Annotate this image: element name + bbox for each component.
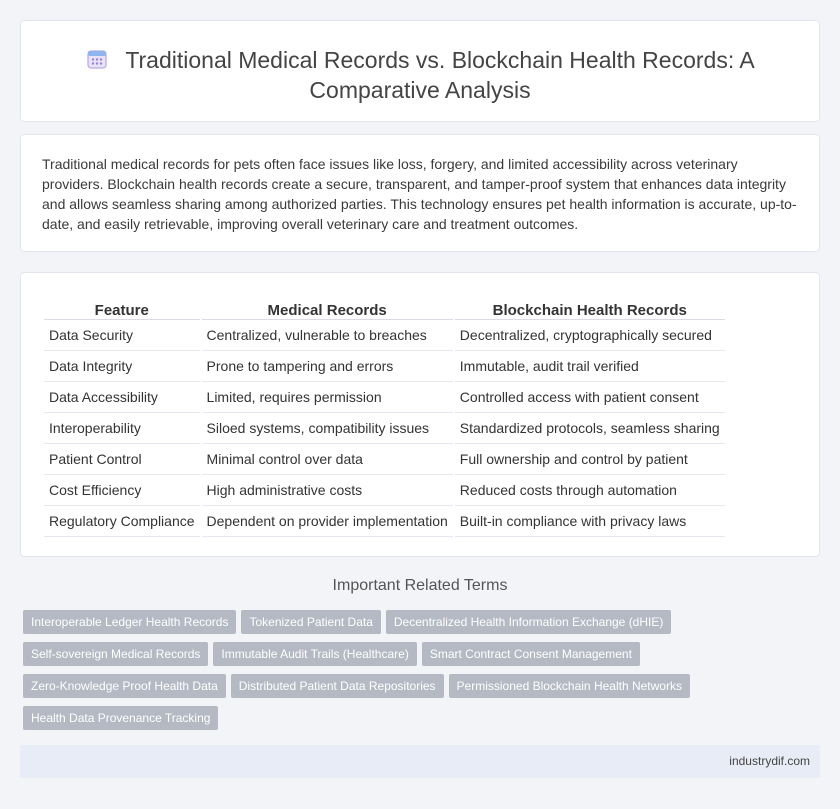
blockchain-records-cell: Controlled access with patient consent bbox=[455, 382, 725, 413]
blockchain-records-cell: Decentralized, cryptographically secured bbox=[455, 320, 725, 351]
feature-cell: Regulatory Compliance bbox=[44, 506, 200, 537]
table-row bbox=[44, 320, 725, 351]
blockchain-records-cell: Standardized protocols, seamless sharing bbox=[455, 413, 725, 444]
related-term-tag[interactable]: Tokenized Patient Data bbox=[241, 610, 380, 634]
footer-bar bbox=[20, 745, 820, 778]
column-header-feature: Feature bbox=[44, 296, 200, 320]
title-text: Traditional Medical Records vs. Blockchain Health Records: A Comparative Analysis bbox=[125, 47, 755, 103]
table-row bbox=[44, 506, 725, 537]
calendar-icon bbox=[85, 47, 109, 71]
site-credit[interactable]: industrydif.com bbox=[729, 754, 810, 768]
medical-records-cell: High administrative costs bbox=[202, 475, 453, 506]
related-term-tag[interactable]: Permissioned Blockchain Health Networks bbox=[449, 674, 690, 698]
table-row bbox=[44, 351, 725, 382]
related-term-tag[interactable]: Distributed Patient Data Repositories bbox=[231, 674, 444, 698]
medical-records-cell: Siloed systems, compatibility issues bbox=[202, 413, 453, 444]
blockchain-records-cell: Built-in compliance with privacy laws bbox=[455, 506, 725, 537]
intro-paragraph: Traditional medical records for pets often face issues like loss, forgery, and limited accessibility across veterinary providers. Blockchain health records create a secure, transparent, and tamper-proof system that enhances data integrity and allows seamless sharing among authorized parties. This technology ensures pet health information is accurate, up-to-date, and easily retrievable, improving overall veterinary care and treatment outcomes. bbox=[42, 156, 797, 232]
feature-cell: Interoperability bbox=[44, 413, 200, 444]
column-header-medical-records: Medical Records bbox=[202, 296, 453, 320]
feature-cell: Data Accessibility bbox=[44, 382, 200, 413]
feature-cell: Patient Control bbox=[44, 444, 200, 475]
medical-records-cell: Dependent on provider implementation bbox=[202, 506, 453, 537]
feature-cell: Data Integrity bbox=[44, 351, 200, 382]
table-header-row bbox=[44, 296, 725, 320]
feature-cell: Cost Efficiency bbox=[44, 475, 200, 506]
related-term-tag[interactable]: Decentralized Health Information Exchange (dHIE) bbox=[386, 610, 671, 634]
tag-row bbox=[23, 706, 703, 738]
related-term-tag[interactable]: Immutable Audit Trails (Healthcare) bbox=[213, 642, 416, 666]
related-terms-heading: Important Related Terms bbox=[332, 577, 508, 594]
blockchain-records-cell: Reduced costs through automation bbox=[455, 475, 725, 506]
medical-records-cell: Minimal control over data bbox=[202, 444, 453, 475]
table-row bbox=[44, 382, 725, 413]
tag-row bbox=[23, 610, 703, 642]
related-term-tag[interactable]: Self-sovereign Medical Records bbox=[23, 642, 208, 666]
comparison-card bbox=[20, 272, 820, 557]
related-terms-tags bbox=[23, 610, 703, 738]
table-row bbox=[44, 413, 725, 444]
tag-row bbox=[23, 642, 703, 674]
medical-records-cell: Limited, requires permission bbox=[202, 382, 453, 413]
tag-row bbox=[23, 674, 703, 706]
related-term-tag[interactable]: Interoperable Ledger Health Records bbox=[23, 610, 236, 634]
title-card bbox=[20, 20, 820, 122]
table-row bbox=[44, 475, 725, 506]
blockchain-records-cell: Full ownership and control by patient bbox=[455, 444, 725, 475]
blockchain-records-cell: Immutable, audit trail verified bbox=[455, 351, 725, 382]
feature-cell: Data Security bbox=[44, 320, 200, 351]
column-header-blockchain-records: Blockchain Health Records bbox=[455, 296, 725, 320]
intro-card bbox=[20, 134, 820, 252]
related-term-tag[interactable]: Health Data Provenance Tracking bbox=[23, 706, 218, 730]
page-title bbox=[21, 45, 819, 105]
medical-records-cell: Centralized, vulnerable to breaches bbox=[202, 320, 453, 351]
medical-records-cell: Prone to tampering and errors bbox=[202, 351, 453, 382]
comparison-table bbox=[42, 296, 727, 537]
related-term-tag[interactable]: Zero-Knowledge Proof Health Data bbox=[23, 674, 226, 698]
table-row bbox=[44, 444, 725, 475]
related-term-tag[interactable]: Smart Contract Consent Management bbox=[422, 642, 640, 666]
